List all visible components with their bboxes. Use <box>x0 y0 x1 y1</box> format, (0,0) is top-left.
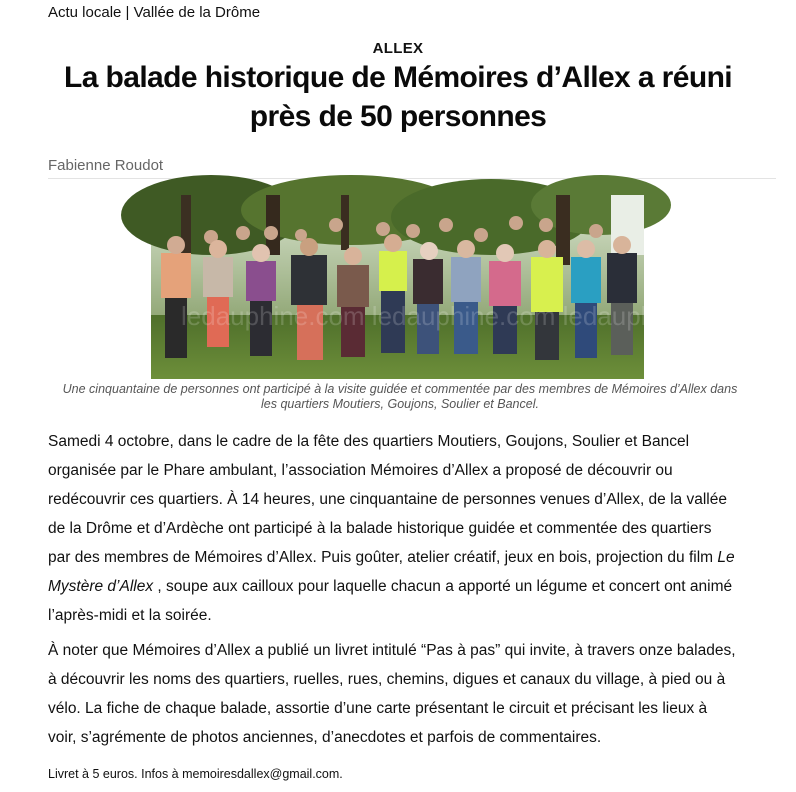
article-author[interactable]: Fabienne Roudot <box>48 157 164 174</box>
headline-line-1: La balade historique de Mémoires d’Allex a réuni <box>63 61 733 94</box>
note-end: . <box>339 767 343 781</box>
p2-line-2: à découvrir les noms des quartiers, ruelles, rues, chemins, digues et canaux du village, à pied ou à <box>48 671 726 688</box>
p1-line-2: organisée par le Phare ambulant, l’association Mémoires d’Allex a proposé de découvrir ou <box>48 462 673 479</box>
section-breadcrumb[interactable]: Actu locale | Vallée de la Drôme <box>48 4 261 21</box>
article-headline <box>30 58 766 136</box>
info-note <box>48 767 343 781</box>
photo-watermark: ledauphine.com ledauphine.com ledauphine.com <box>181 301 747 331</box>
p2-line-1: À noter que Mémoires d’Allex a publié un livret intitulé “Pas à pas” qui invite, à travers onze balades, <box>48 642 736 659</box>
body-paragraph-2 <box>48 636 783 752</box>
p1-line-6: , soupe aux cailloux pour laquelle chacun a apporté un légume et concert ont animé <box>153 578 733 595</box>
contact-email-link[interactable]: memoiresdallex@gmail.com <box>182 767 340 781</box>
film-title-part-1: Le <box>717 549 735 566</box>
author-divider <box>48 178 776 179</box>
p1-line-4: de la Drôme et d’Ardèche ont participé à la balade historique guidée et commentée des quartiers <box>48 520 712 537</box>
group-photo-illustration <box>151 195 747 379</box>
body-paragraph-1 <box>48 427 783 630</box>
photo-caption <box>50 382 750 412</box>
p1-line-3: redécouvrir ces quartiers. À 14 heures, une cinquantaine de personnes venues d’Allex, de la vallée <box>48 491 727 508</box>
p1-line-5: par des membres de Mémoires d’Allex. Puis goûter, atelier créatif, jeux en bois, projection du film <box>48 549 718 566</box>
p2-line-3: vélo. La fiche de chaque balade, assortie d’une carte présentant le circuit et précisant les lieux à <box>48 700 708 717</box>
p1-line-7: l’après-midi et la soirée. <box>48 607 212 624</box>
caption-line-2: les quartiers Moutiers, Goujons, Soulier et Bancel. <box>261 397 539 411</box>
caption-line-1: Une cinquantaine de personnes ont participé à la visite guidée et commentée par des membres de Mémoires d’Allex dans <box>62 382 738 396</box>
note-text: Livret à 5 euros. Infos à <box>48 767 183 781</box>
headline-line-2: près de 50 personnes <box>249 100 547 133</box>
p2-line-4: voir, s’agrémente de photos anciennes, d’anecdotes et parfois de commentaires. <box>48 729 602 746</box>
article-photo[interactable] <box>151 195 747 379</box>
article-kicker: ALLEX <box>372 40 424 57</box>
p1-line-1: Samedi 4 octobre, dans le cadre de la fête des quartiers Moutiers, Goujons, Soulier et Bancel <box>48 433 690 450</box>
film-title-part-2: Mystère d’Allex <box>48 578 154 595</box>
